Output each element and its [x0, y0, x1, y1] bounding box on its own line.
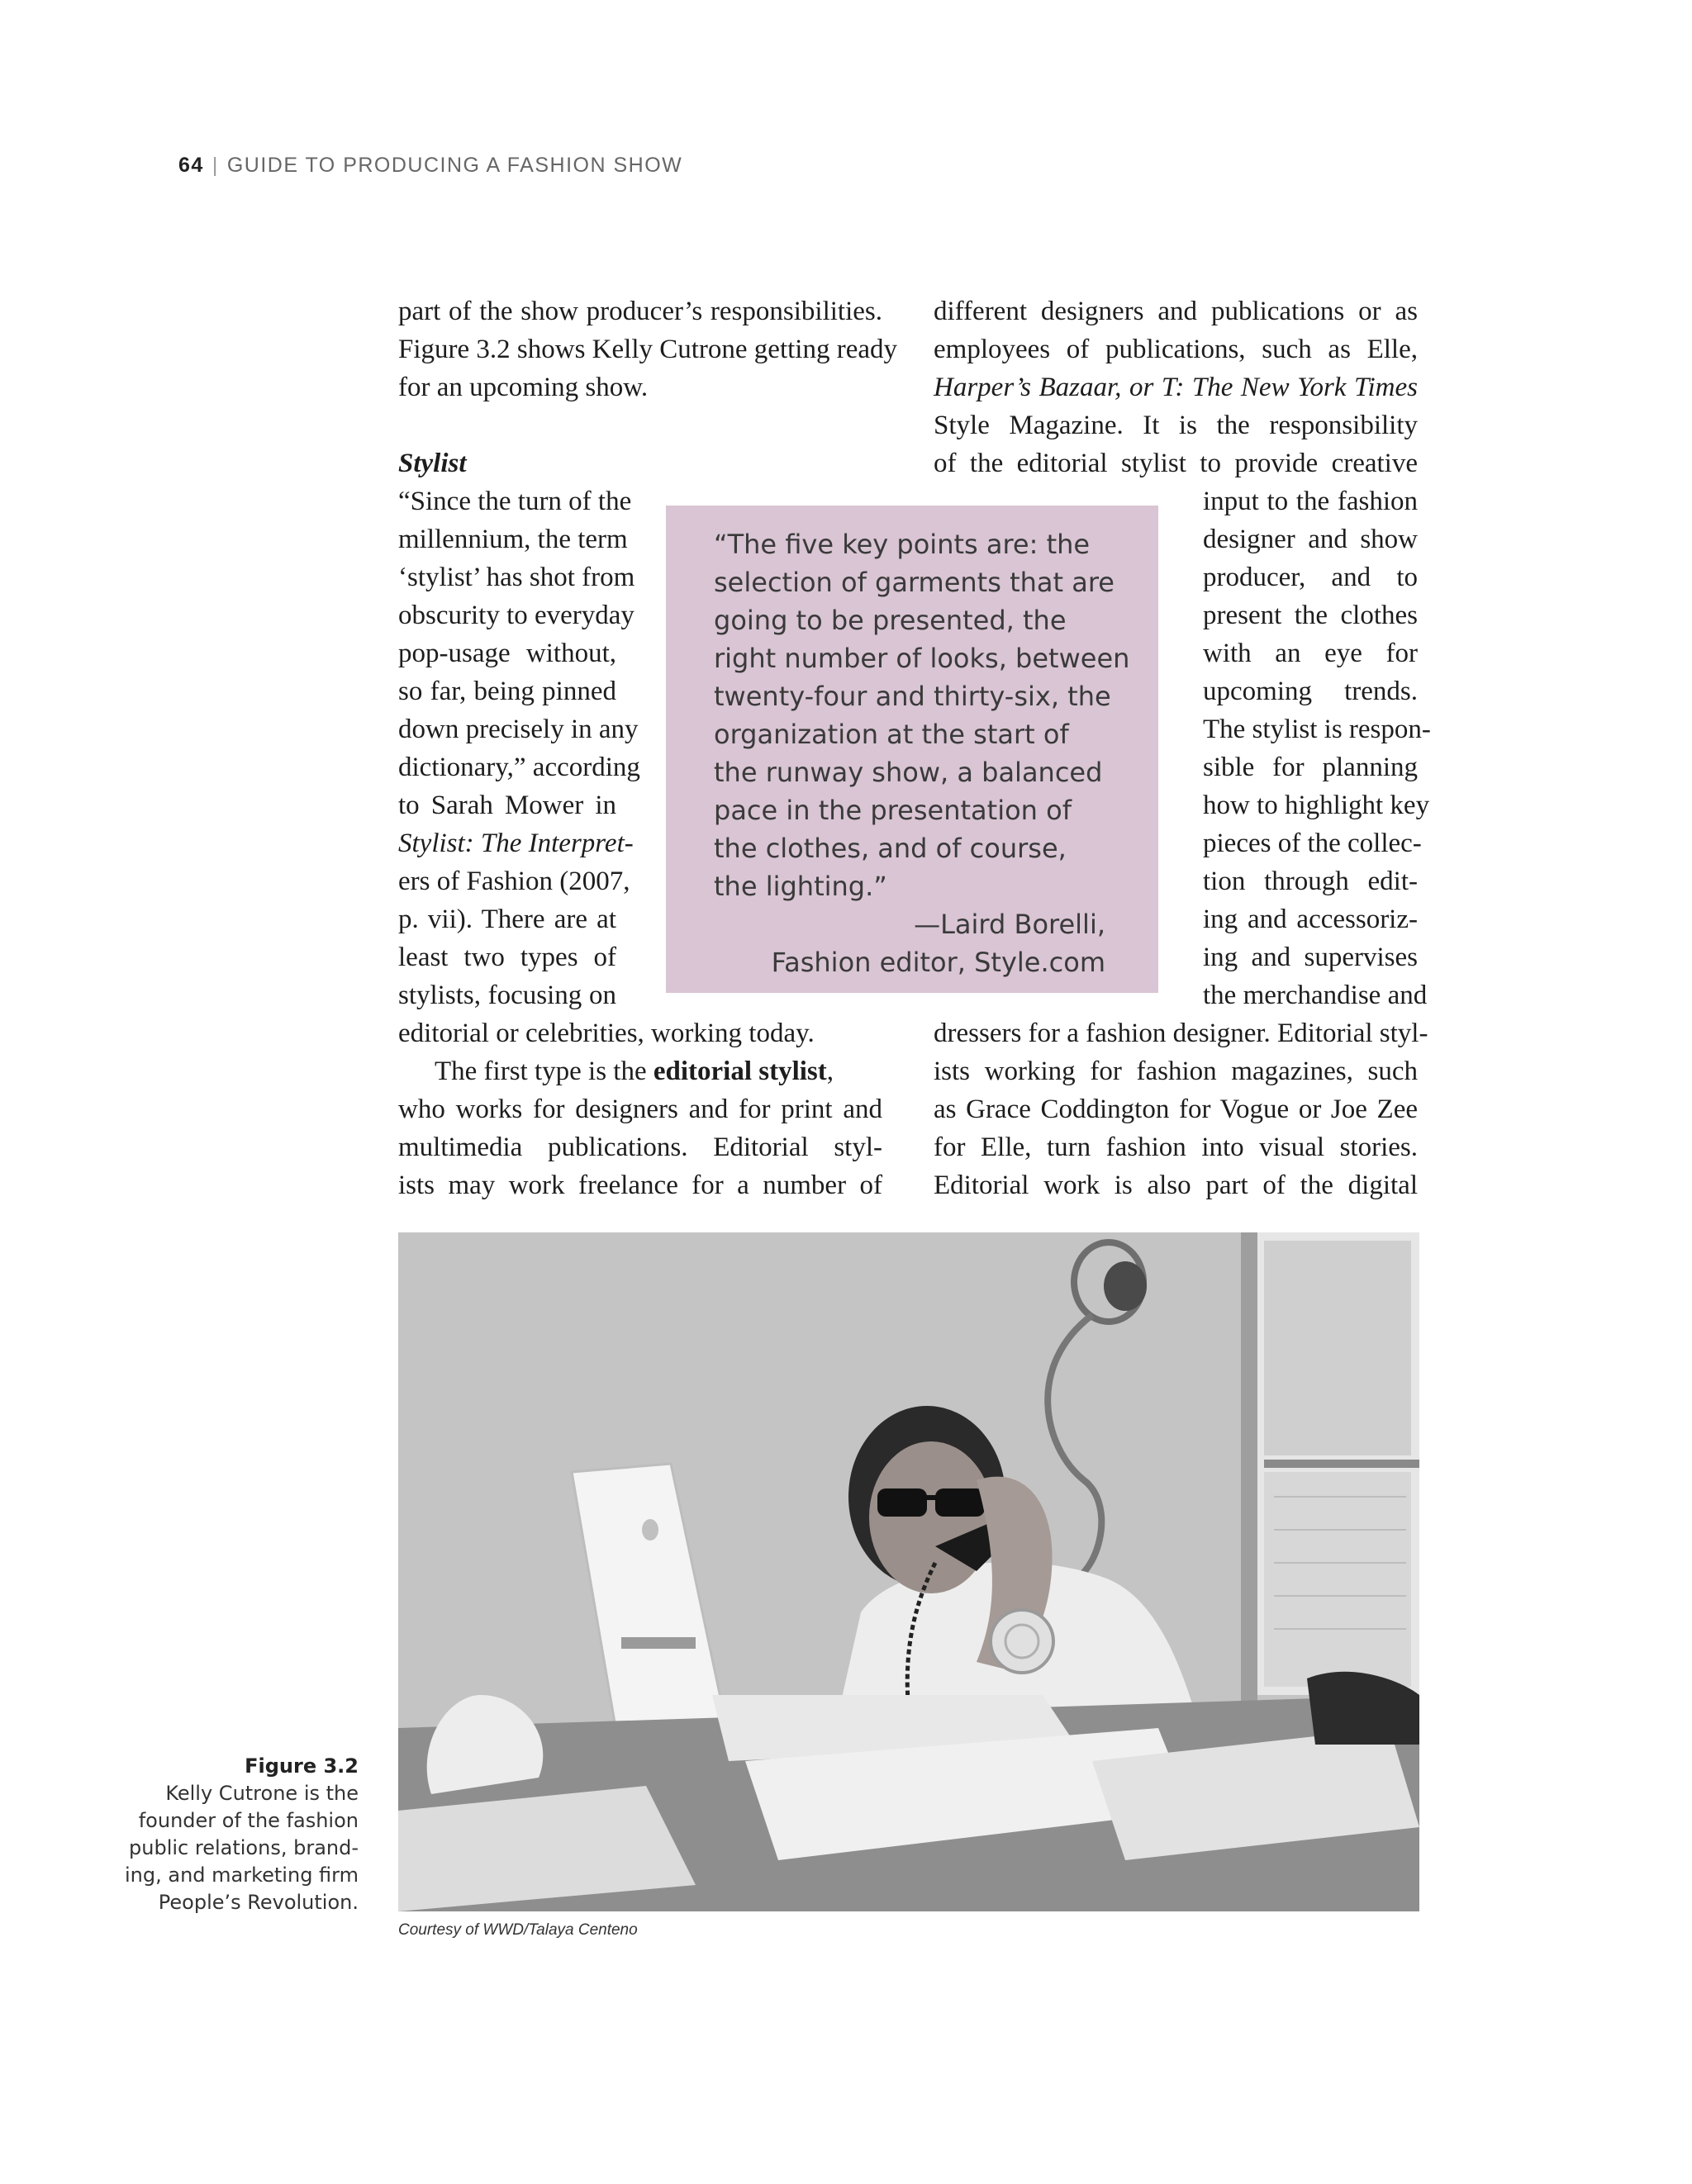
- pull-quote-line: selection of garments that are: [714, 567, 1115, 598]
- caption-line: public relations, brand-: [129, 1836, 359, 1859]
- body-line: ists may work freelance for a number of: [398, 1170, 882, 1200]
- body-line: to Sarah Mower in: [398, 791, 616, 820]
- body-line: Editorial work is also part of the digital: [934, 1170, 1418, 1200]
- body-line: Harper’s Bazaar, or T: The New York Times: [934, 373, 1418, 402]
- pull-quote-line: the clothes, and of course,: [714, 833, 1067, 864]
- body-line: p. vii). There are at: [398, 904, 616, 934]
- figure-caption: [111, 1753, 359, 1916]
- pull-quote-box: [666, 506, 1158, 993]
- body-line: the merchandise and: [1203, 980, 1428, 1010]
- body-line: ists working for fashion magazines, such: [934, 1056, 1418, 1086]
- caption-line: founder of the fashion: [138, 1809, 359, 1832]
- caption-line: ing, and marketing firm: [124, 1864, 359, 1887]
- body-line: designer and show: [1203, 525, 1418, 554]
- body-line: millennium, the term: [398, 525, 628, 554]
- body-line: pieces of the collec-: [1203, 828, 1422, 858]
- pull-quote-line: “The five key points are: the: [714, 529, 1091, 560]
- pull-quote-line: right number of looks, between: [714, 643, 1130, 674]
- caption-line: Kelly Cutrone is the: [165, 1782, 359, 1805]
- pull-quote-line: twenty-four and thirty-six, the: [714, 681, 1111, 712]
- body-line: stylists, focusing on: [398, 980, 616, 1010]
- body-line: present the clothes: [1203, 601, 1418, 630]
- body-line: least two types of: [398, 942, 616, 972]
- pull-quote-line: organization at the start of: [714, 719, 1069, 750]
- running-head-title: GUIDE TO PRODUCING A FASHION SHOW: [226, 154, 683, 177]
- body-line: of the editorial stylist to provide creative: [934, 449, 1418, 478]
- body-line: input to the fashion: [1203, 487, 1418, 516]
- para2-end: ,: [826, 1056, 834, 1086]
- body-line: ing and accessoriz-: [1203, 904, 1418, 934]
- body-line: Stylist: The Interpret-: [398, 828, 634, 858]
- body-line: producer, and to: [1203, 563, 1418, 592]
- pull-quote-line: pace in the presentation of: [714, 795, 1072, 826]
- body-line: different designers and publications or as: [934, 297, 1418, 326]
- running-head: [178, 154, 682, 178]
- pull-quote-attribution-title: Fashion editor, Style.com: [771, 947, 1105, 978]
- body-line: obscurity to everyday: [398, 601, 634, 630]
- body-line: dictionary,” according: [398, 753, 640, 782]
- body-line: ‘stylist’ has shot from: [398, 563, 635, 592]
- figure-label: Figure 3.2: [245, 1754, 359, 1778]
- body-line: as Grace Coddington for Vogue or Joe Zee: [934, 1094, 1418, 1124]
- body-line: dressers for a fashion designer. Editorial styl-: [934, 1018, 1428, 1048]
- body-line: tion through edit-: [1203, 866, 1418, 896]
- body-line: sible for planning: [1203, 753, 1418, 782]
- pull-quote-line: going to be presented, the: [714, 605, 1067, 636]
- para2-start: The first type is the: [435, 1056, 654, 1086]
- pull-quote-attribution-name: —Laird Borelli,: [914, 909, 1105, 940]
- figure-photo: [398, 1232, 1419, 1911]
- pull-quote-line: the lighting.”: [714, 871, 887, 902]
- photo-woman-on-phone-icon: [398, 1232, 1419, 1911]
- body-line-para2: [398, 1052, 882, 1090]
- body-line: The stylist is respon-: [1203, 715, 1431, 744]
- term-editorial-stylist: editorial stylist: [653, 1056, 827, 1086]
- pull-quote-line: the runway show, a balanced: [714, 757, 1103, 788]
- body-line: part of the show producer’s responsibilities.: [398, 297, 882, 326]
- body-line: Style Magazine. It is the responsibility: [934, 411, 1418, 440]
- body-line: for an upcoming show.: [398, 373, 649, 402]
- section-heading-stylist: Stylist: [398, 449, 467, 478]
- body-line: so far, being pinned: [398, 677, 616, 706]
- body-line: multimedia publications. Editorial styl-: [398, 1132, 882, 1162]
- body-line: ers of Fashion (2007,: [398, 866, 630, 896]
- body-line: Figure 3.2 shows Kelly Cutrone getting ready: [398, 335, 897, 364]
- body-line: upcoming trends.: [1203, 677, 1418, 706]
- page-number: 64: [178, 154, 204, 177]
- body-line: “Since the turn of the: [398, 487, 632, 516]
- body-line: editorial or celebrities, working today.: [398, 1018, 815, 1048]
- photo-credit: Courtesy of WWD/Talaya Centeno: [398, 1921, 638, 1939]
- body-line: pop-usage without,: [398, 639, 616, 668]
- body-line: how to highlight key: [1203, 791, 1430, 820]
- body-line: who works for designers and for print and: [398, 1094, 882, 1124]
- body-line: down precisely in any: [398, 715, 639, 744]
- body-line: employees of publications, such as Elle,: [934, 335, 1418, 364]
- running-head-separator: |: [212, 154, 219, 177]
- body-line: for Elle, turn fashion into visual stories.: [934, 1132, 1418, 1162]
- body-line: with an eye for: [1203, 639, 1418, 668]
- body-line: ing and supervises: [1203, 942, 1418, 972]
- caption-line: People’s Revolution.: [158, 1891, 359, 1914]
